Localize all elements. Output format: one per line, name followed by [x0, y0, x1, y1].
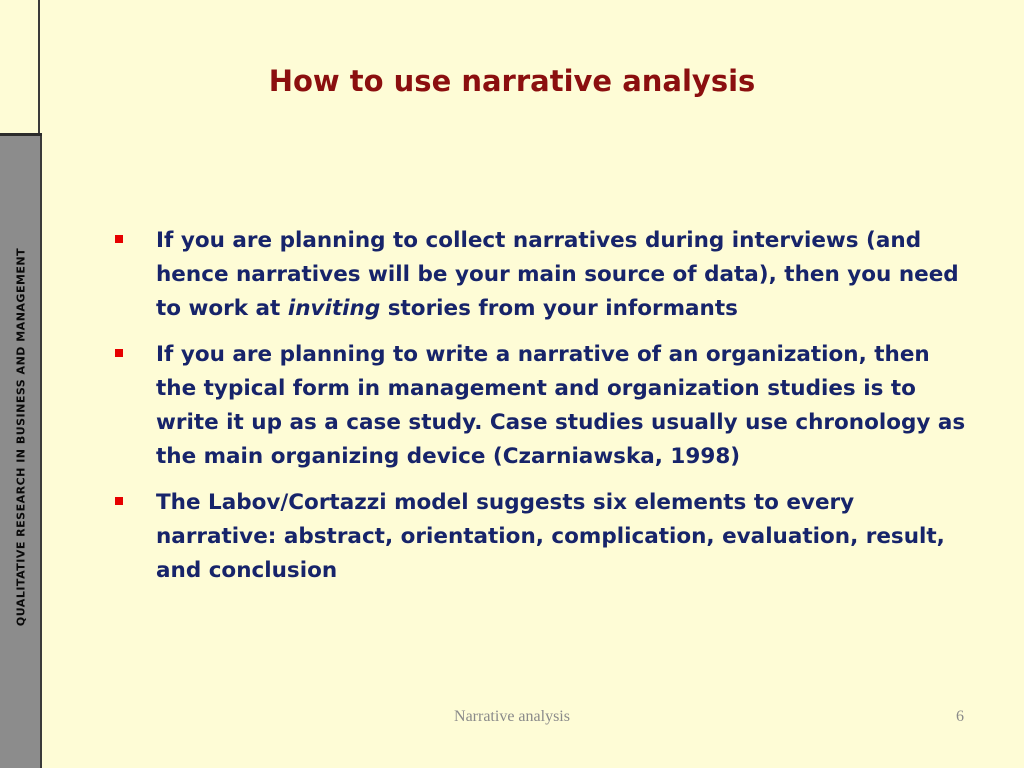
bullet-square-icon	[115, 235, 123, 243]
bullet-item	[112, 486, 972, 588]
footer-title: Narrative analysis	[454, 708, 570, 725]
bullet-text-pre: If you are planning to collect narratives during interviews (and hence narratives will be your main source of data), then you need to work at	[156, 228, 959, 321]
bullet-item	[112, 338, 972, 474]
bullet-item	[112, 224, 972, 326]
slide-title: How to use narrative analysis	[268, 64, 756, 98]
sidebar-label: QUALITATIVE RESEARCH IN BUSINESS AND MANAGEMENT	[14, 247, 28, 627]
bullet-square-icon	[115, 349, 123, 357]
page-number: 6	[956, 708, 964, 725]
bullet-text-emphasis: inviting	[287, 296, 381, 321]
bullet-list	[112, 224, 972, 600]
bullet-text: If you are planning to write a narrative of an organization, then the typical form in management and organization studies is to write it up as a case study. Case studies usually use chronology as the main organizing device (Czarniawska, 1998)	[156, 342, 966, 469]
bullet-square-icon	[115, 497, 123, 505]
bullet-text-post: stories from your informants	[380, 296, 738, 321]
bullet-text: The Labov/Cortazzi model suggests six elements to every narrative: abstract, orientation, complication, evaluation, result, and conclusion	[156, 490, 945, 583]
